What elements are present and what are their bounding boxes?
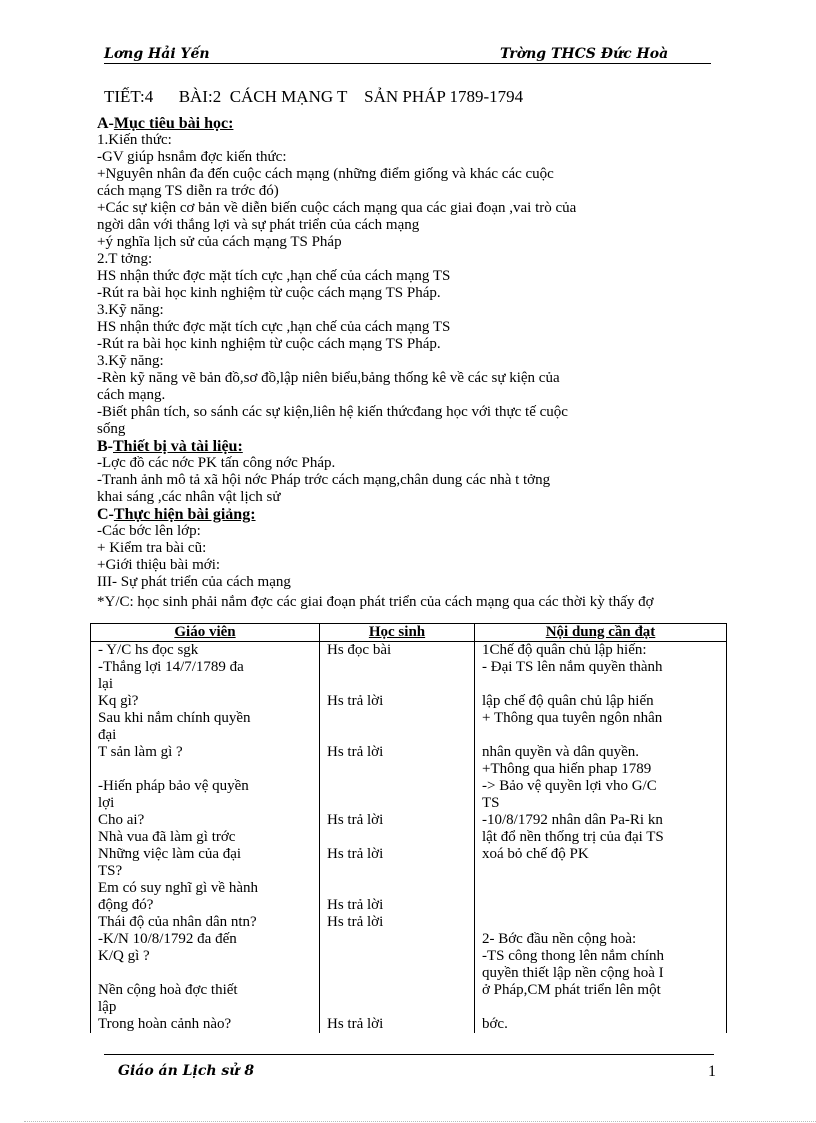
footer-title: Giáo án Lịch sử 8 (118, 1063, 255, 1079)
section-c-line: -Các bớc lên lớp: (97, 523, 201, 539)
content-cell-line (482, 676, 719, 693)
content-cell-line: - Đại TS lên nắm quyền thành (482, 659, 663, 675)
section-a-line: 3.Kỹ năng: (97, 353, 164, 369)
content-cell-line: 1Chế độ quân chủ lập hiến: (482, 642, 647, 658)
table-row (91, 914, 727, 931)
teacher-cell-line: đại (98, 727, 117, 743)
content-cell-line: -> Bảo vệ quyền lợi vho G/C (482, 778, 657, 794)
student-cell (320, 846, 475, 914)
content-cell-line: -TS công thong lên nắm chính (482, 948, 665, 964)
page-edge (24, 1121, 816, 1122)
section-a-line: cách mạng. (97, 387, 166, 403)
section-a-line: cách mạng TS diễn ra trớc đó) (97, 183, 279, 199)
content-cell-line: bớc. (482, 1016, 508, 1032)
student-cell (320, 812, 475, 846)
content-cell-line: +Thông qua hiến phap 1789 (482, 761, 652, 777)
teacher-cell-line: Nền cộng hoà đợc thiết (98, 982, 238, 998)
content-cell-line: -10/8/1792 nhân dân Pa-Ri kn (482, 812, 663, 828)
teacher-cell-line: Trong hoàn cảnh nào? (98, 1016, 232, 1032)
student-cell-line: Hs trả lời (327, 846, 384, 862)
teacher-cell-line: TS? (98, 863, 123, 879)
section-a-line: ngời dân với thắng lợi và sự phát triển của cách mạng (97, 217, 420, 233)
content-cell (475, 778, 727, 812)
teacher-cell (91, 778, 320, 812)
content-cell (475, 744, 727, 778)
teacher-cell-line: động đó? (98, 897, 154, 913)
student-cell-line: Hs trả lời (327, 1016, 384, 1032)
section-b-line: -Lợc đồ các nớc PK tấn công nớc Pháp. (97, 455, 336, 471)
teacher-cell-line: -K/N 10/8/1792 đa đến (98, 931, 237, 947)
table-row (91, 931, 727, 982)
teacher-cell-line: Nhà vua đã làm gì trớc (98, 829, 236, 845)
section-a-line: HS nhận thức đợc mặt tích cực ,hạn chế của cách mạng TS (97, 268, 451, 284)
lesson-title: TIẾT:4 BÀI:2 CÁCH MẠNG T SẢN PHÁP 1789-1794 (104, 87, 524, 106)
col-header-content: Nội dung cần đạt (475, 624, 727, 642)
student-cell (320, 642, 475, 694)
teacher-cell-line: Cho ai? (98, 812, 145, 828)
teacher-cell-line: Những việc làm của đại (98, 846, 242, 862)
header-school: Trờng THCS Đức Hoà (500, 46, 669, 62)
teacher-cell-line: Thái độ của nhân dân ntn? (98, 914, 257, 930)
section-a-line: +Nguyên nhân đa đến cuộc cách mạng (những điểm giống và khác các cuộc (97, 166, 554, 182)
table-row (91, 778, 727, 812)
student-cell (320, 693, 475, 744)
header-rule (104, 63, 711, 64)
section-a-line: sống (97, 421, 126, 437)
content-cell (475, 642, 727, 694)
section-a-line: -Rèn kỹ năng vẽ bản đồ,sơ đồ,lập niên biểu,bảng thống kê về các sự kiện của (97, 370, 560, 386)
content-cell-line: lập chế độ quân chủ lập hiến (482, 693, 654, 709)
section-a-line: +ý nghĩa lịch sử của cách mạng TS Pháp (97, 234, 342, 250)
content-cell-line: ở Pháp,CM phát triển lên một (482, 982, 661, 998)
content-cell-line: nhân quyền và dân quyền. (482, 744, 640, 760)
section-c-line: +Giới thiệu bài mới: (97, 557, 221, 573)
table-row (91, 982, 727, 1016)
student-cell-line (327, 982, 467, 999)
section-a-heading: A-Mục tiêu bài học: (97, 115, 234, 132)
page-number: 1 (708, 1063, 716, 1080)
teacher-cell (91, 1016, 320, 1033)
section-b-heading: B-Thiết bị và tài liệu: (97, 438, 243, 455)
section-a-line: 1.Kiến thức: (97, 132, 172, 148)
content-cell (475, 1016, 727, 1033)
student-cell (320, 914, 475, 931)
content-cell-line (482, 914, 719, 931)
student-cell-line: Hs trả lời (327, 897, 384, 913)
section-c-line: III- Sự phát triển của cách mạng (97, 574, 291, 590)
content-cell-line: + Thông qua tuyên ngôn nhân (482, 710, 663, 726)
lesson-table (90, 623, 727, 1033)
student-cell (320, 982, 475, 1016)
content-cell-line: quyền thiết lập nền cộng hoà I (482, 965, 664, 981)
teacher-cell-line: Em có suy nghĩ gì về hành (98, 880, 258, 896)
content-cell (475, 914, 727, 931)
section-a-line: -Rút ra bài học kinh nghiệm từ cuộc cách mạng TS Pháp. (97, 285, 441, 301)
teacher-cell-line: -Hiến pháp bảo vệ quyền (98, 778, 249, 794)
section-b-line: khai sáng ,các nhân vật lịch sử (97, 489, 281, 505)
teacher-cell-line: Sau khi nắm chính quyền (98, 710, 251, 726)
teacher-cell-line: Kq gì? (98, 693, 139, 709)
student-cell-line: Hs trả lời (327, 812, 384, 828)
teacher-cell-line: -Thắng lợi 14/7/1789 đa (98, 659, 244, 675)
content-cell (475, 812, 727, 846)
teacher-cell-line: K/Q gì ? (98, 948, 150, 964)
col-header-teacher: Giáo viên (91, 624, 320, 642)
student-cell-line (327, 931, 467, 948)
teacher-cell (91, 693, 320, 744)
teacher-cell (91, 642, 320, 694)
teacher-cell-line: lợi (98, 795, 115, 811)
student-cell-line (327, 880, 467, 897)
table-row (91, 642, 727, 694)
content-cell-line: 2- Bớc đầu nền cộng hoà: (482, 931, 637, 947)
content-cell (475, 846, 727, 914)
header-author: Lơng Hải Yến (104, 46, 210, 62)
footer-rule (104, 1054, 714, 1055)
section-c-heading: C-Thực hiện bài giảng: (97, 506, 256, 523)
col-header-student: Học sinh (320, 624, 475, 642)
teacher-cell (91, 982, 320, 1016)
student-cell-line (327, 778, 467, 795)
section-a-lines (97, 132, 807, 438)
student-cell-line (327, 863, 467, 880)
section-a-line: 2.T tởng: (97, 251, 153, 267)
document-body (97, 115, 807, 591)
teacher-cell-line: - Y/C hs đọc sgk (98, 642, 199, 658)
content-cell-line: lật đổ nền thống trị của đại TS (482, 829, 664, 845)
content-cell (475, 982, 727, 1016)
teacher-cell (91, 812, 320, 846)
table-row (91, 693, 727, 744)
table-row (91, 812, 727, 846)
table-row (91, 846, 727, 914)
section-a-line: -Biết phân tích, so sánh các sự kiện,liên hệ kiến thứcđang học với thực tế cuộc (97, 404, 568, 420)
section-b-line: -Tranh ảnh mô tả xã hội nớc Pháp trớc cách mạng,chân dung các nhà t tởng (97, 472, 551, 488)
teacher-cell-line: lại (98, 676, 113, 692)
content-cell (475, 693, 727, 744)
content-cell-line: xoá bỏ chế độ PK (482, 846, 589, 862)
teacher-cell (91, 931, 320, 982)
student-cell (320, 778, 475, 812)
teacher-cell (91, 846, 320, 914)
teacher-cell (91, 914, 320, 931)
content-cell (475, 931, 727, 982)
student-cell (320, 744, 475, 778)
section-a-line: 3.Kỹ năng: (97, 302, 164, 318)
requirement-line: *Y/C: học sinh phải nắm đợc các giai đoạn phát triển của cách mạng qua các thời kỳ thấy đợ (97, 594, 654, 610)
teacher-cell-line: T sản làm gì ? (98, 744, 183, 760)
content-cell-line: TS (482, 795, 500, 811)
student-cell-line: Hs trả lời (327, 693, 384, 709)
teacher-cell (91, 744, 320, 778)
section-a-line: -Rút ra bài học kinh nghiệm từ cuộc cách mạng TS Pháp. (97, 336, 441, 352)
student-cell-line: Hs trả lời (327, 744, 384, 760)
section-a-line: HS nhận thức đợc mặt tích cực ,hạn chế của cách mạng TS (97, 319, 451, 335)
section-a-line: +Các sự kiện cơ bản về diễn biến cuộc cách mạng qua các giai đoạn ,vai trò của (97, 200, 577, 216)
section-a-line: -GV giúp hsnắm đợc kiến thức: (97, 149, 287, 165)
section-c-lines (97, 523, 807, 591)
student-cell (320, 931, 475, 982)
teacher-cell-line (98, 761, 312, 778)
table-row (91, 1016, 727, 1033)
content-cell-line (482, 727, 719, 744)
student-cell (320, 1016, 475, 1033)
student-cell-line: Hs trả lời (327, 914, 384, 930)
table-row (91, 744, 727, 778)
section-b-lines (97, 455, 807, 506)
section-c-line: + Kiểm tra bài cũ: (97, 540, 207, 556)
student-cell-line: Hs đọc bài (327, 642, 392, 658)
teacher-cell-line (98, 965, 312, 982)
teacher-cell-line: lập (98, 999, 117, 1015)
